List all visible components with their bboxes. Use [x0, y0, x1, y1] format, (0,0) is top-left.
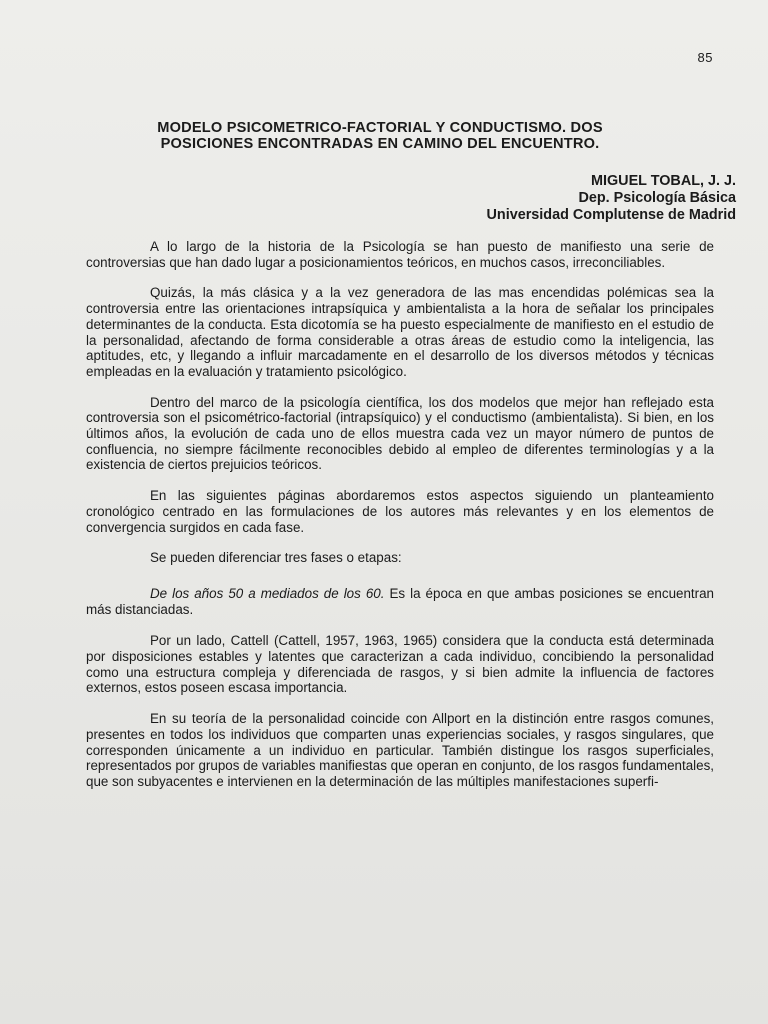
author-department: Dep. Psicología Básica — [578, 190, 736, 206]
body-text — [86, 239, 714, 805]
paragraph-models: Dentro del marco de la psicología científica, los dos modelos que mejor han reflejado esta controversia son el psicométrico-factorial (intrapsíquico) y el conductismo (ambientalista). Si bien, en los últimos años, la evolución de cada uno de ellos muestra cada vez un mayor número de puntos de confluencia, no siempre fácilmente reconocibles debido al empleo de diferentes terminologías y a la existencia de ciertos prejuicios teóricos. — [86, 394, 714, 473]
paragraph-intro: A lo largo de la historia de la Psicología se han puesto de manifiesto una serie de controversias que han dado lugar a posicionamientos teóricos, en muchos casos, irreconciliables. — [86, 239, 714, 270]
author-block — [487, 173, 736, 224]
phase-one-text: Es la época en que ambas posiciones se encuentran más distanciadas. — [86, 585, 714, 617]
page-number: 85 — [697, 50, 713, 65]
paragraph-allport: En su teoría de la personalidad coincide con Allport en la distinción entre rasgos comunes, presentes en todos los individuos que comparten unas experiencias sociales, y rasgos singulares, que corresponden únicamente a un individuo en particular. También distingue los rasgos superficiales, representados por grupos de variables manifiestas que operan en conjunto, de los rasgos fundamentales, que son subyacentes e intervienen en la determinación de las múltiples manifestaciones superfi- — [86, 711, 714, 789]
paragraph-phase-one — [86, 586, 714, 617]
paragraph-controversy: Quizás, la más clásica y a la vez generadora de las mas encendidas polémicas sea la controversia entre las orientaciones intrapsíquica y ambientalista a la hora de señalar los principales determinantes de la conducta. Esta dicotomía se ha puesto especialmente de manifiesto en el estudio de la personalidad, afectando de forma considerable a otras áreas de estudio como la inteligencia, las aptitudes, etc, y llegando a influir marcadamente en el desarrollo de los diversos métodos y técnicas empleadas en la evaluación y tratamiento psicológico. — [86, 285, 714, 379]
author-university: Universidad Complutense de Madrid — [486, 207, 736, 223]
paragraph-phases: Se pueden diferenciar tres fases o etapas: — [150, 550, 402, 566]
title-line-2: POSICIONES ENCONTRADAS EN CAMINO DEL ENCUENTRO. — [160, 136, 600, 152]
phase-one-heading: De los años 50 a mediados de los 60. — [150, 585, 385, 601]
author-name: MIGUEL TOBAL, J. J. — [591, 173, 736, 189]
paragraph-approach: En las siguientes páginas abordaremos estos aspectos siguiendo un planteamiento cronológico centrado en las formulaciones de los autores más relevantes y en los elementos de convergencia surgidos en cada fase. — [86, 488, 714, 535]
title-line-1: MODELO PSICOMETRICO-FACTORIAL Y CONDUCTISMO. DOS — [157, 120, 603, 136]
paper-title — [95, 120, 665, 152]
paragraph-cattell: Por un lado, Cattell (Cattell, 1957, 1963, 1965) considera que la conducta está determinada por disposiciones estables y latentes que caracterizan a cada individuo, concibiendo la personalidad como una estructura compleja y diferenciada de rasgos, y si bien admite la influencia de factores externos, estos poseen escasa importancia. — [86, 633, 714, 696]
